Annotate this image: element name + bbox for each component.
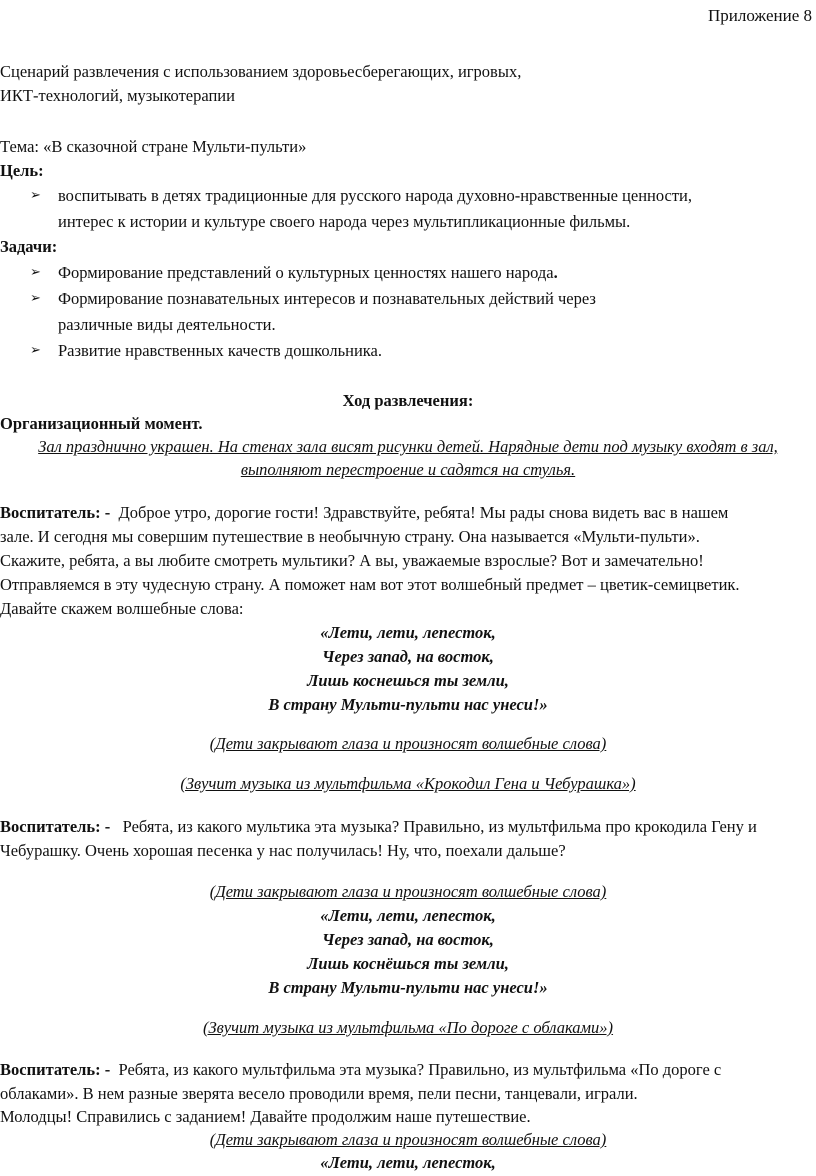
arrowhead-bullet-icon: ➢ (30, 291, 41, 306)
speech-3-line-1 (0, 1060, 721, 1080)
poem-1-line-4: В страну Мульти-пульти нас унеси!» (268, 695, 548, 714)
music-direction-2: (Звучит музыка из мультфильма «По дороге с облаками») (202, 1018, 614, 1037)
speech-1-line-5: Давайте скажем волшебные слова: (0, 599, 244, 618)
goal-heading: Цель: (0, 161, 44, 180)
music-direction-1: (Звучит музыка из мультфильма «Крокодил Гена и Чебурашка») (180, 774, 636, 793)
task-item-3: Развитие нравственных качеств дошкольника. (58, 341, 383, 360)
speech-1-line-4: Отправляемся в эту чудесную страну. А поможет нам вот этот волшебный предмет – цветик-семицветик. (0, 575, 740, 594)
goal-item-line-2: интерес к истории и культуре своего народа через мультипликационные фильмы. (58, 212, 631, 231)
task-item-1 (58, 263, 558, 283)
tasks-heading: Задачи: (0, 237, 58, 256)
theme-line: Тема: «В сказочной стране Мульти-пульти» (0, 137, 307, 156)
speaker-label: Воспитатель: - (0, 817, 111, 836)
task-item-2-line-2: различные виды деятельности. (58, 315, 276, 334)
speech-2-line-2: Чебурашку. Очень хорошая песенка у нас получилась! Ну, что, поехали дальше? (0, 841, 566, 860)
arrowhead-bullet-icon: ➢ (30, 343, 41, 358)
hall-description-line-1: Зал празднично украшен. На стенах зала висят рисунки детей. Нарядные дети под музыку входят в зал, (38, 437, 778, 456)
speech-2-line-1 (0, 817, 757, 837)
task-item-1-end: . (553, 263, 558, 282)
speech-1-line-1 (0, 503, 728, 523)
arrowhead-bullet-icon: ➢ (30, 265, 41, 280)
arrowhead-bullet-icon: ➢ (30, 188, 41, 203)
speech-3-text-1: Ребята, из какого мультфильма эта музыка? Правильно, из мультфильма «По дороге с (118, 1060, 722, 1079)
speaker-label: Воспитатель: - (0, 503, 111, 522)
speech-1-text-1: Доброе утро, дорогие гости! Здравствуйте, ребята! Мы рады снова видеть вас в нашем (118, 503, 729, 522)
task-item-1-text: Формирование представлений о культурных ценностях нашего народа (58, 263, 554, 282)
poem-1-line-2: Через запад, на восток, (322, 647, 494, 666)
hall-description-line-2: выполняют перестроение и садятся на стулья. (240, 460, 576, 479)
poem-3-line-1: «Лети, лети, лепесток, (320, 1153, 496, 1172)
org-moment-heading: Организационный момент. (0, 414, 203, 433)
poem-2-line-3: Лишь коснёшься ты земли, (307, 954, 509, 973)
stage-direction-2: (Дети закрывают глаза и произносят волшебные слова) (209, 882, 607, 901)
speech-3-line-3: Молодцы! Справились с заданием! Давайте продолжим наше путешествие. (0, 1107, 531, 1126)
speech-2-text-1: Ребята, из какого мультика эта музыка? Правильно, из мультфильма про крокодила Гену и (122, 817, 757, 836)
course-heading: Ход развлечения: (342, 391, 474, 410)
poem-2-line-4: В страну Мульти-пульти нас унеси!» (268, 978, 548, 997)
scenario-title-line-2: ИКТ-технологий, музыкотерапии (0, 86, 235, 105)
poem-2-line-1: «Лети, лети, лепесток, (320, 906, 496, 925)
speech-1-line-2: зале. И сегодня мы совершим путешествие в необычную страну. Она называется «Мульти-пульти». (0, 527, 700, 546)
appendix-label: Приложение 8 (708, 6, 812, 25)
speech-3-line-2: облаками». В нем разные зверята весело проводили время, пели песни, танцевали, играли. (0, 1084, 638, 1103)
scenario-title-line-1: Сценарий развлечения с использованием здоровьесберегающих, игровых, (0, 62, 522, 81)
stage-direction-3: (Дети закрывают глаза и произносят волшебные слова) (209, 1130, 607, 1149)
speaker-label: Воспитатель: - (0, 1060, 111, 1079)
poem-1-line-3: Лишь коснешься ты земли, (307, 671, 509, 690)
stage-direction-1: (Дети закрывают глаза и произносят волшебные слова) (209, 734, 607, 753)
speech-1-line-3: Скажите, ребята, а вы любите смотреть мультики? А вы, уважаемые взрослые? Вот и замечательно! (0, 551, 704, 570)
goal-item-line-1: воспитывать в детях традиционные для русского народа духовно-нравственные ценности, (58, 186, 693, 205)
poem-2-line-2: Через запад, на восток, (322, 930, 494, 949)
task-item-2-line-1: Формирование познавательных интересов и познавательных действий через (58, 289, 596, 308)
poem-1-line-1: «Лети, лети, лепесток, (320, 623, 496, 642)
